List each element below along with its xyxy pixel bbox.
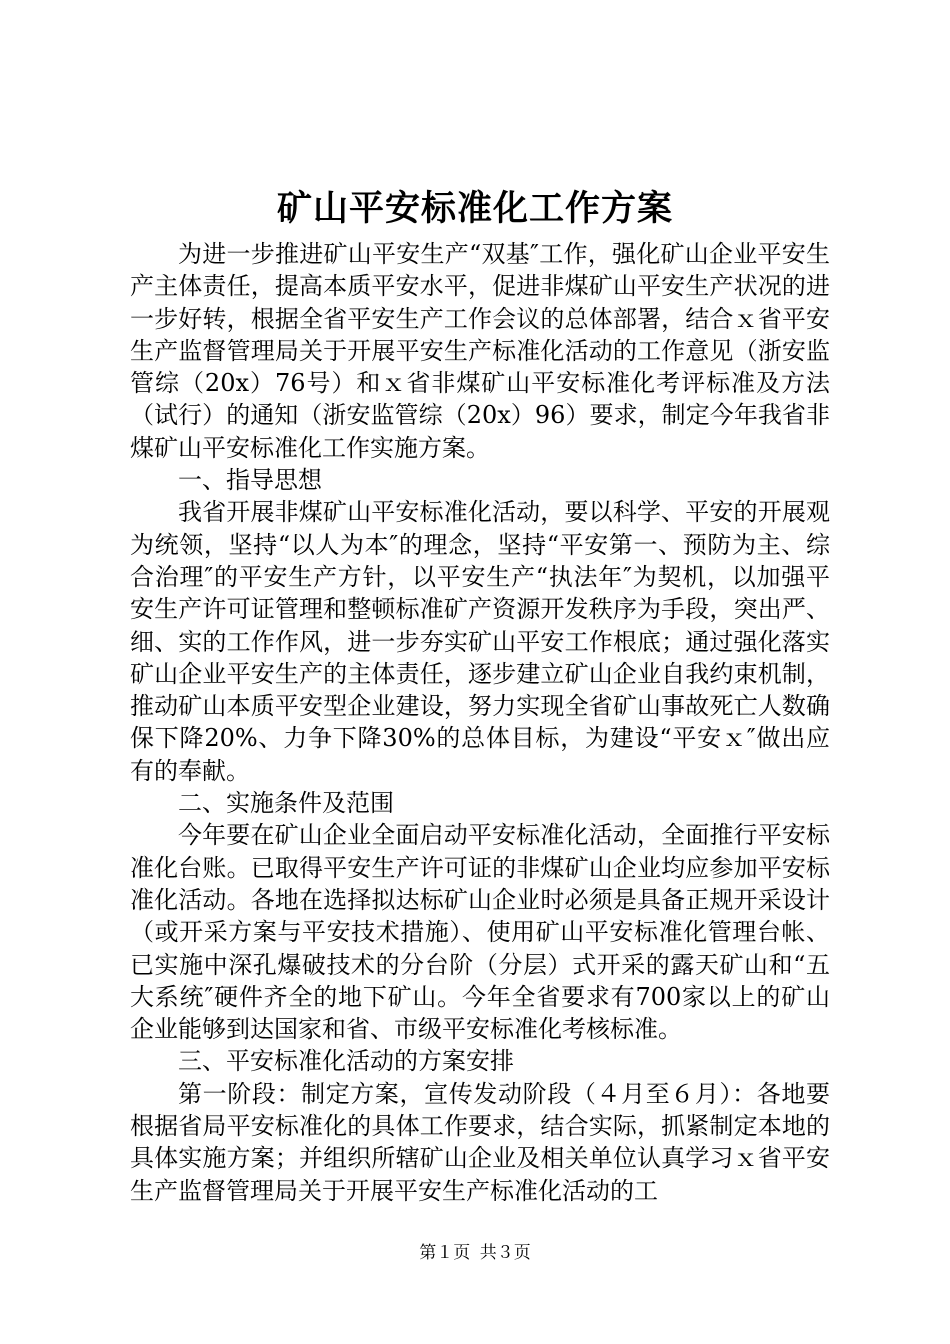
section-heading-conditions-scope: 二、实施条件及范围 (178, 789, 394, 818)
guiding-ideology-paragraph: 我省开展非煤矿山平安标准化活动，要以科学、平安的开展观为统领，坚持“以人为本″的理念，坚持“平安第一、预防为主、综合治理″的平安生产方针，以平安生产“执法年″为契机，以加强平安生产许可证管理和整顿标准矿产资源开发秩序为手段，突出严、细、实的工作作风，进一步夯实矿山平安工作根底；通过强化落实矿山企业平安生产的主体责任，逐步建立矿山企业自我约束机制，推动矿山本质平安型企业建设，努力实现全省矿山事故死亡人数确保下降20%、力争下降30%的总体目标，为建设“平安ｘ″做出应有的奉献。 (130, 498, 830, 785)
document-body (130, 238, 830, 1207)
section-heading-guiding-ideology: 一、指导思想 (178, 466, 322, 495)
conditions-scope-paragraph: 今年要在矿山企业全面启动平安标准化活动，全面推行平安标准化台账。已取得平安生产许可证的非煤矿山企业均应参加平安标准化活动。各地在选择拟达标矿山企业时必须是具备正规开采设计（或开采方案与平安技术措施）、使用矿山平安标准化管理台帐、已实施中深孔爆破技术的分台阶（分层）式开采的露天矿山和“五大系统″硬件齐全的地下矿山。今年全省要求有700家以上的矿山企业能够到达国家和省、市级平安标准化考核标准。 (130, 821, 830, 1044)
section-heading-activity-plan: 三、平安标准化活动的方案安排 (178, 1047, 514, 1076)
document-title: 矿山平安标准化工作方案 (276, 188, 673, 229)
phase-one-paragraph: 第一阶段：制定方案，宣传发动阶段（４月至６月）：各地要根据省局平安标准化的具体工作要求，结合实际，抓紧制定本地的具体实施方案；并组织所辖矿山企业及相关单位认真学习ｘ省平安生产监督管理局关于开展平安生产标准化活动的工 (130, 1079, 830, 1205)
page-number: 第１页 (419, 1243, 471, 1263)
page-footer (0, 1241, 950, 1265)
intro-paragraph: 为进一步推进矿山平安生产“双基″工作，强化矿山企业平安生产主体责任，提高本质平安水平，促进非煤矿山平安生产状况的进一步好转，根据全省平安生产工作会议的总体部署，结合ｘ省平安生产监督管理局关于开展平安生产标准化活动的工作意见（浙安监管综（20x）76号）和ｘ省非煤矿山平安标准化考评标准及方法（试行）的通知（浙安监管综（20x）96）要求，制定今年我省非煤矿山平安标准化工作实施方案。 (130, 240, 830, 462)
total-pages: 共３页 (479, 1243, 531, 1263)
